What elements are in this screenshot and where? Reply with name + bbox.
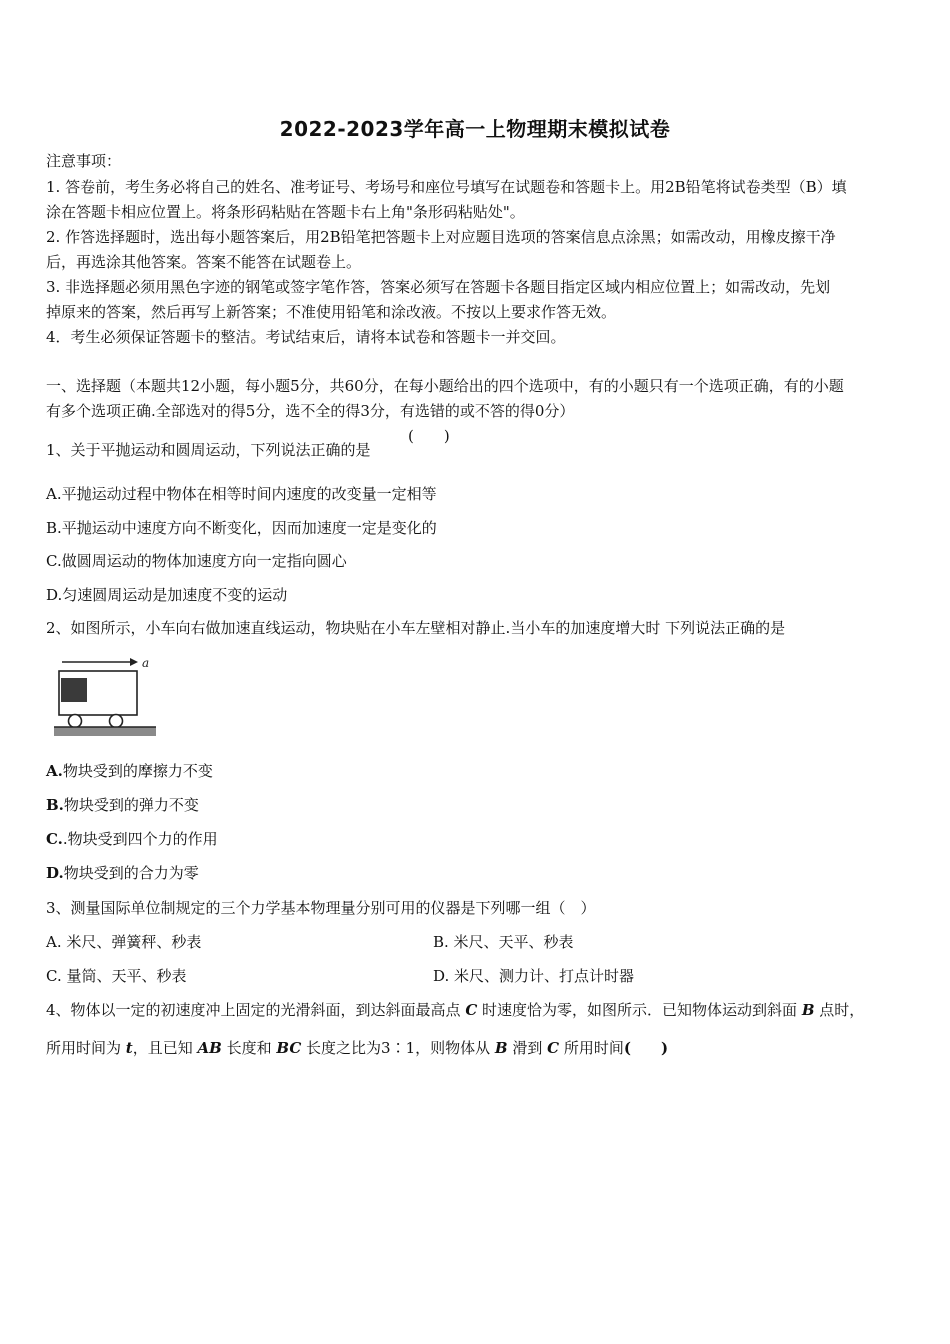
notice-line: 后，再选涂其他答案。答案不能答在试题卷上。 xyxy=(46,253,362,271)
page-title: 2022-2023学年高一上物理期末模拟试卷 xyxy=(279,117,671,141)
notice-line: 2. 作答选择题时，选出每小题答案后，用2B铅笔把答题卡上对应题目选项的答案信息点涂黑；如需改动，用橡皮擦干净 xyxy=(46,228,836,246)
question-1-paren: ( ) xyxy=(408,427,450,445)
question-1-stem: 1、关于平抛运动和圆周运动，下列说法正确的是 xyxy=(46,441,371,459)
question-2-stem: 2、如图所示，小车向右做加速直线运动，物块贴在小车左壁相对静止.当小车的加速度增大时 下列说法正确的是 xyxy=(46,619,786,637)
question-3-option-b: B. 米尺、天平、秒表 xyxy=(433,933,574,951)
section-heading: 有多个选项正确.全部选对的得5分，选不全的得3分，有选错的或不答的得0分） xyxy=(46,402,575,420)
arrow-head-icon xyxy=(130,658,138,666)
notice-line: 掉原来的答案，然后再写上新答案；不准使用铅笔和涂改液。不按以上要求作答无效。 xyxy=(46,303,617,321)
wheel-right xyxy=(110,715,123,728)
question-2-option-c: C..物块受到四个力的作用 xyxy=(46,830,218,848)
question-2-option-a: A.物块受到的摩擦力不变 xyxy=(46,762,213,780)
notice-line: 1. 答卷前，考生务必将自己的姓名、准考证号、考场号和座位号填写在试题卷和答题卡上。用2B铅笔将试卷类型（B）填 xyxy=(46,178,847,196)
cart-figure xyxy=(54,652,164,744)
notice-line: 3. 非选择题必须用黑色字迹的钢笔或签字笔作答，答案必须写在答题卡各题目指定区域内相应位置上；如需改动，先划 xyxy=(46,278,831,296)
acceleration-label: a xyxy=(142,656,150,670)
block xyxy=(61,678,87,702)
section-heading: 一、选择题（本题共12小题，每小题5分，共60分，在每小题给出的四个选项中，有的小题只有一个选项正确，有的小题 xyxy=(46,377,844,395)
question-1-option-c: C.做圆周运动的物体加速度方向一定指向圆心 xyxy=(46,552,347,570)
wheel-left xyxy=(69,715,82,728)
question-3-stem: 3、测量国际单位制规定的三个力学基本物理量分别可用的仪器是下列哪一组（ ） xyxy=(46,899,596,917)
notice-line: 4．考生必须保证答题卡的整洁。考试结束后，请将本试卷和答题卡一并交回。 xyxy=(46,328,566,346)
question-3-option-c: C. 量筒、天平、秒表 xyxy=(46,967,187,985)
notice-line: 涂在答题卡相应位置上。将条形码粘贴在答题卡右上角"条形码粘贴处"。 xyxy=(46,203,525,221)
question-4-line-1: 4、物体以一定的初速度冲上固定的光滑斜面，到达斜面最高点 C 时速度恰为零，如图所示．已知物体运动到斜面 B 点时， xyxy=(46,1001,865,1019)
question-2-option-b: B.物块受到的弹力不变 xyxy=(46,796,199,814)
question-1-option-b: B.平抛运动中速度方向不断变化，因而加速度一定是变化的 xyxy=(46,519,437,537)
question-3-option-a: A. 米尺、弹簧秤、秒表 xyxy=(46,933,202,951)
notice-heading: 注意事项： xyxy=(46,152,122,170)
ground xyxy=(54,727,156,736)
question-2-option-d: D.物块受到的合力为零 xyxy=(46,864,199,882)
question-1-option-d: D.匀速圆周运动是加速度不变的运动 xyxy=(46,586,288,604)
question-3-option-d: D. 米尺、测力计、打点计时器 xyxy=(433,967,635,985)
question-4-line-2: 所用时间为 t，且已知 AB 长度和 BC 长度之比为3∶1，则物体从 B 滑到 C 所用时间( ) xyxy=(46,1039,669,1057)
question-1-option-a: A.平抛运动过程中物体在相等时间内速度的改变量一定相等 xyxy=(46,485,437,503)
